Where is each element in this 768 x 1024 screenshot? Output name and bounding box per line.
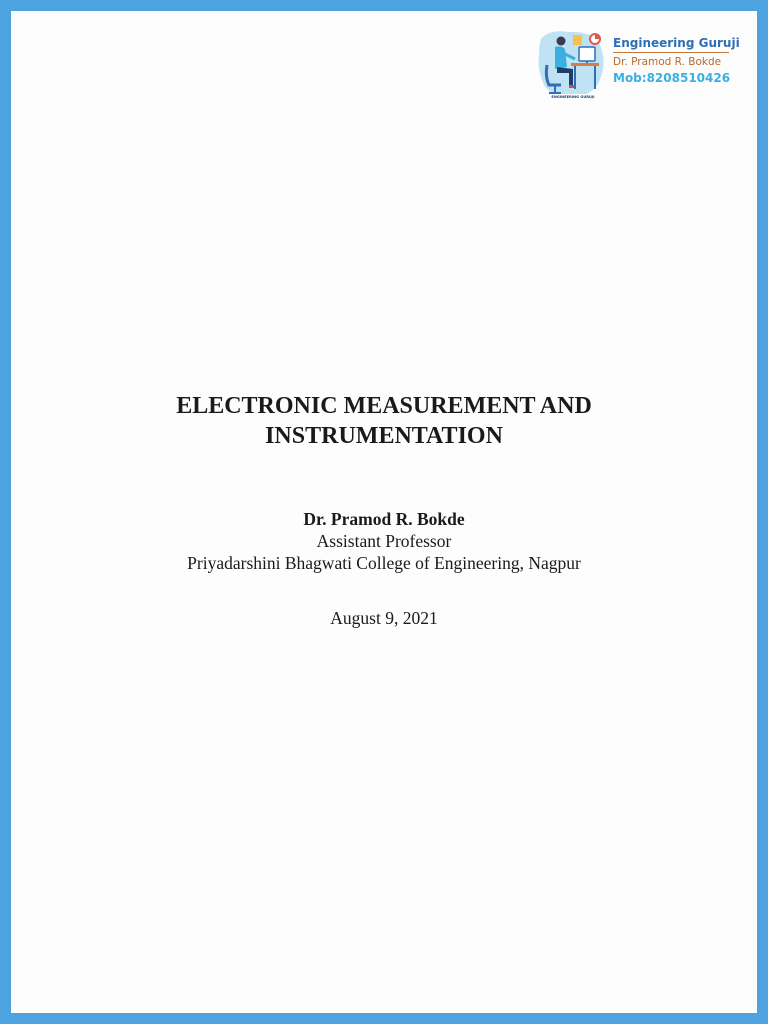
document-title	[11, 391, 757, 451]
author-position: Assistant Professor	[316, 531, 452, 551]
logo-divider	[613, 52, 729, 53]
author-name: Dr. Pramod R. Bokde	[303, 509, 465, 529]
title-line-1: ELECTRONIC MEASUREMENT AND	[176, 393, 592, 419]
engineering-guruji-logo	[535, 29, 740, 101]
document-page	[11, 11, 757, 1013]
logo-text-block	[613, 36, 738, 87]
logo-author-name: Dr. Pramod R. Bokde	[613, 56, 722, 68]
title-line-2: INSTRUMENTATION	[265, 423, 503, 449]
author-institution: Priyadarshini Bhagwati College of Engineering, Nagpur	[187, 553, 581, 573]
logo-badge-text: ENGINEERING GURUJI	[551, 95, 595, 99]
logo-mobile-number: Mob:8208510426	[613, 71, 731, 85]
author-block	[11, 508, 757, 574]
person-at-desk-icon	[535, 29, 609, 101]
document-date: August 9, 2021	[330, 608, 438, 628]
logo-title: Engineering Guruji	[613, 36, 740, 50]
